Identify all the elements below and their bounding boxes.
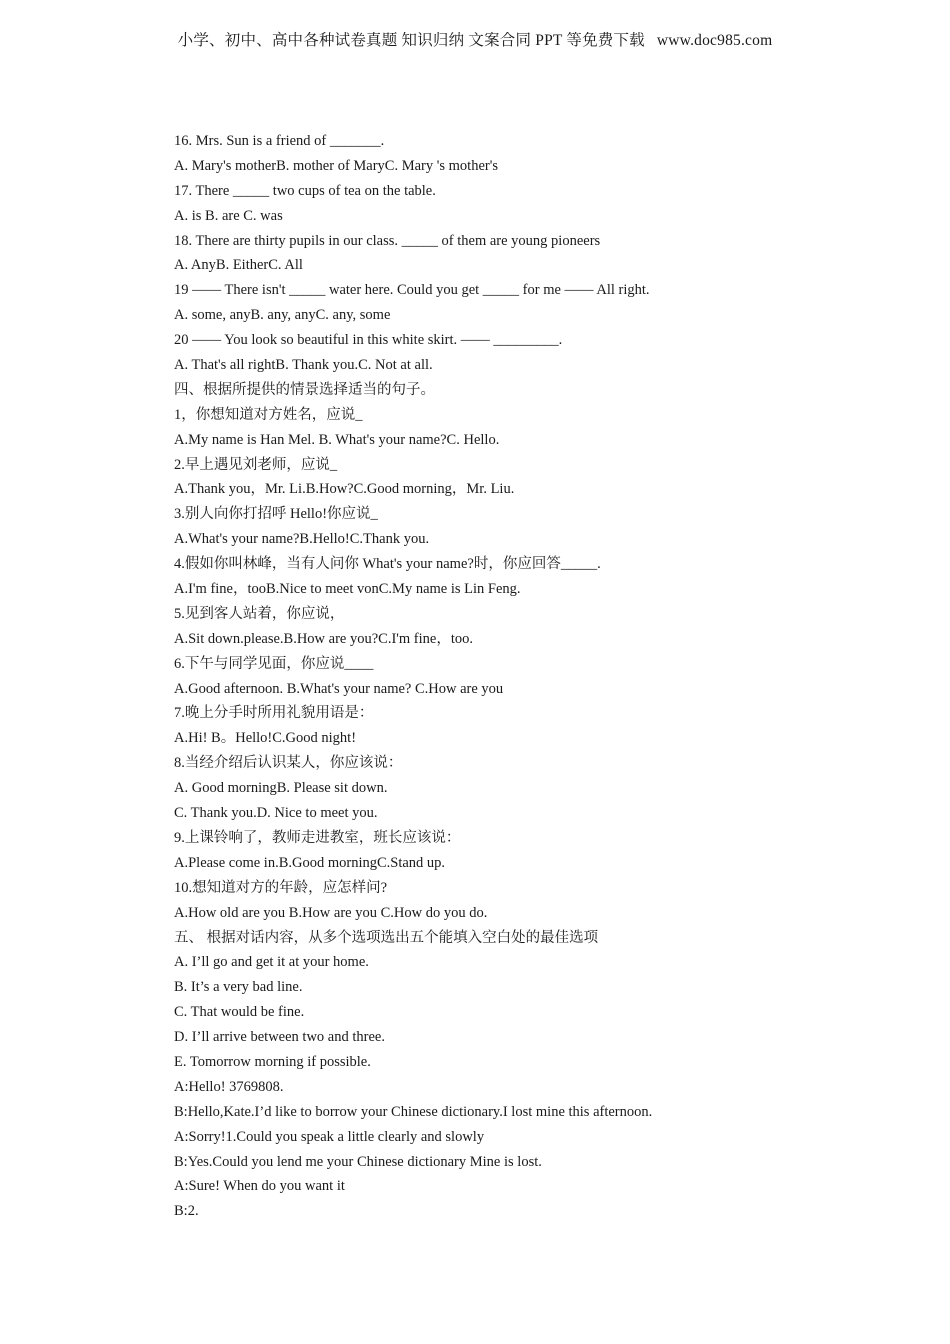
situation-1-options: A.My name is Han Mel. B. What's your name?C. Hello. bbox=[174, 431, 500, 448]
situation-7: 7.晚上分手时所用礼貌用语是： bbox=[174, 705, 374, 722]
situation-5-options: A.Sit down.please.B.How are you?C.I'm fine，too. bbox=[174, 630, 474, 647]
section-4-heading: 四、根据所提供的情景选择适当的句子。 bbox=[174, 381, 435, 398]
dialogue-line-6: B:2. bbox=[174, 1203, 199, 1220]
question-17-options: A. is B. are C. was bbox=[174, 207, 283, 224]
choice-c: C. That would be fine. bbox=[174, 1004, 305, 1021]
choice-a: A. I’ll go and get it at your home. bbox=[174, 954, 369, 971]
situation-8-options-cd: C. Thank you.D. Nice to meet you. bbox=[174, 805, 378, 822]
situation-3: 3.别人向你打招呼 Hello!你应说_ bbox=[174, 506, 378, 523]
situation-2: 2.早上遇见刘老师，应说_ bbox=[174, 456, 338, 473]
question-20: 20 —— You look so beautiful in this white skirt. —— _________. bbox=[174, 332, 563, 349]
situation-4-options: A.I'm fine，tooB.Nice to meet vonC.My name is Lin Feng. bbox=[174, 581, 521, 598]
header-text: 小学、初中、高中各种试卷真题 知识归纳 文案合同 PPT 等免费下载 bbox=[177, 32, 645, 49]
question-16-options: A. Mary's motherB. mother of MaryC. Mary 's mother's bbox=[174, 157, 498, 174]
choice-e: E. Tomorrow morning if possible. bbox=[174, 1053, 371, 1070]
situation-9: 9.上课铃响了，教师走进教室，班长应该说： bbox=[174, 829, 461, 846]
header-site-link[interactable]: www.doc985.com bbox=[656, 32, 773, 49]
situation-5: 5.见到客人站着，你应说， bbox=[174, 605, 345, 622]
dialogue-line-3: A:Sorry!1.Could you speak a little clearly and slowly bbox=[174, 1128, 485, 1145]
question-18-options: A. AnyB. EitherC. All bbox=[174, 257, 303, 274]
section-5-heading: 五、 根据对话内容，从多个选项选出五个能填入空白处的最佳选项 bbox=[174, 929, 599, 946]
situation-10: 10.想知道对方的年龄，应怎样问? bbox=[174, 879, 388, 896]
question-17: 17. There _____ two cups of tea on the table. bbox=[174, 182, 436, 199]
question-20-options: A. That's all rightB. Thank you.C. Not at all. bbox=[174, 357, 433, 374]
situation-1: 1，你想知道对方姓名，应说_ bbox=[174, 406, 363, 423]
question-19-options: A. some, anyB. any, anyC. any, some bbox=[174, 307, 391, 324]
question-18: 18. There are thirty pupils in our class. _____ of them are young pioneers bbox=[174, 232, 601, 249]
choice-b: B. It’s a very bad line. bbox=[174, 979, 303, 996]
situation-6-options: A.Good afternoon. B.What's your name? C.How are you bbox=[174, 680, 504, 697]
question-19: 19 —— There isn't _____ water here. Could you get _____ for me —— All right. bbox=[174, 282, 650, 299]
situation-2-options: A.Thank you，Mr. Li.B.How?C.Good morning，Mr. Liu. bbox=[174, 481, 515, 498]
situation-7-options: A.Hi! B。Hello!C.Good night! bbox=[174, 730, 357, 747]
situation-4: 4.假如你叫林峰，当有人问你 What's your name?时，你应回答_____. bbox=[174, 556, 601, 573]
dialogue-line-5: A:Sure! When do you want it bbox=[174, 1178, 345, 1195]
dialogue-line-1: A:Hello! 3769808. bbox=[174, 1078, 284, 1095]
situation-8: 8.当经介绍后认识某人，你应该说： bbox=[174, 755, 403, 772]
situation-9-options: A.Please come in.B.Good morningC.Stand up. bbox=[174, 854, 446, 871]
choice-d: D. I’ll arrive between two and three. bbox=[174, 1029, 385, 1046]
document-body bbox=[174, 129, 874, 1224]
situation-3-options: A.What's your name?B.Hello!C.Thank you. bbox=[174, 531, 430, 548]
situation-6: 6.下午与同学见面，你应说____ bbox=[174, 655, 374, 672]
situation-10-options: A.How old are you B.How are you C.How do you do. bbox=[174, 904, 488, 921]
question-16: 16. Mrs. Sun is a friend of _______. bbox=[174, 133, 385, 149]
dialogue-line-4: B:Yes.Could you lend me your Chinese dictionary Mine is lost. bbox=[174, 1153, 542, 1170]
dialogue-line-2: B:Hello,Kate.I’d like to borrow your Chinese dictionary.I lost mine this afternoon. bbox=[174, 1103, 653, 1120]
situation-8-options-ab: A. Good morningB. Please sit down. bbox=[174, 780, 388, 797]
page-header bbox=[0, 30, 950, 52]
